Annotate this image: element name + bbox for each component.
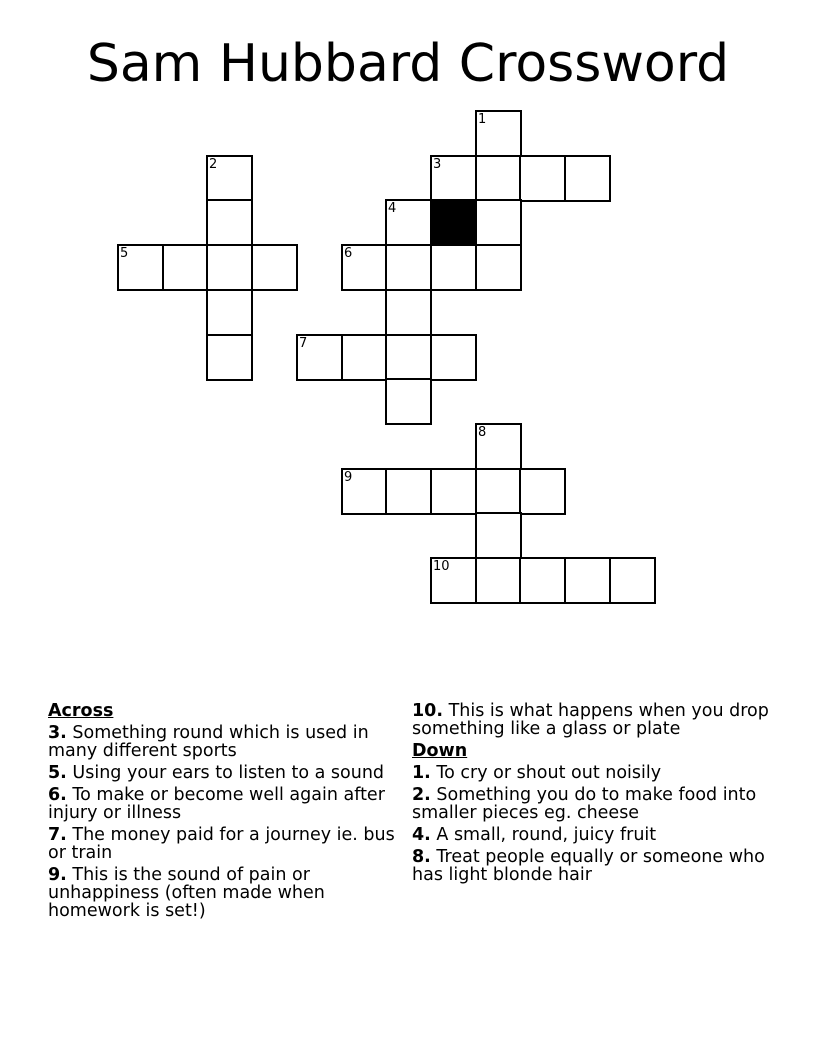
clue-number: 4.	[412, 825, 431, 845]
across-heading: Across	[48, 701, 114, 721]
grid-cell[interactable]	[519, 557, 566, 604]
clue-number-label: 4	[388, 201, 397, 216]
clue-number: 2.	[412, 785, 431, 805]
grid-cell[interactable]	[341, 334, 388, 381]
grid-cell[interactable]	[430, 244, 477, 291]
grid-cell[interactable]	[162, 244, 209, 291]
clue-text: A small, round, juicy fruit	[436, 825, 657, 845]
clue-number-label: 6	[344, 246, 353, 261]
clue-number: 5.	[48, 763, 67, 783]
down-clue-2	[412, 786, 772, 822]
grid-cell[interactable]	[519, 468, 566, 515]
across-clue-5	[48, 764, 398, 782]
clue-number-label: 1	[478, 112, 487, 127]
clue-text: To cry or shout out noisily	[436, 763, 662, 783]
grid-cell[interactable]	[251, 244, 298, 291]
grid-cell[interactable]	[385, 468, 432, 515]
grid-cell[interactable]	[475, 110, 522, 157]
across-clue-6	[48, 786, 398, 822]
grid-cell[interactable]	[564, 557, 611, 604]
grid-cell[interactable]	[206, 155, 253, 202]
grid-cell[interactable]	[385, 199, 432, 246]
grid-cell[interactable]	[385, 244, 432, 291]
grid-cell[interactable]	[430, 557, 477, 604]
clue-number-label: 10	[433, 559, 450, 574]
clue-number-label: 5	[120, 246, 129, 261]
grid-cell[interactable]	[206, 289, 253, 336]
grid-cell[interactable]	[430, 155, 477, 202]
grid-cell[interactable]	[385, 289, 432, 336]
grid-cell[interactable]	[564, 155, 611, 202]
grid-cell-black	[430, 199, 477, 246]
down-clue-8	[412, 848, 772, 884]
clue-number: 7.	[48, 825, 67, 845]
grid-cell[interactable]	[206, 199, 253, 246]
clue-number-label: 9	[344, 470, 353, 485]
grid-cell[interactable]	[341, 468, 388, 515]
clue-text: This is the sound of pain or unhappiness (often made when homework is set!)	[48, 865, 325, 921]
clue-number: 8.	[412, 847, 431, 867]
clue-number: 10.	[412, 701, 444, 721]
grid-cell[interactable]	[430, 468, 477, 515]
clues-left-column	[48, 702, 398, 924]
clues-right-column	[412, 702, 772, 888]
grid-cell[interactable]	[609, 557, 656, 604]
clue-number: 1.	[412, 763, 431, 783]
grid-cell[interactable]	[475, 423, 522, 470]
grid-cell[interactable]	[296, 334, 343, 381]
grid-cell[interactable]	[475, 468, 522, 515]
grid-cell[interactable]	[475, 155, 522, 202]
clue-number-label: 8	[478, 425, 487, 440]
clue-text: Something round which is used in many different sports	[48, 723, 369, 761]
grid-cell[interactable]	[475, 199, 522, 246]
clue-number: 9.	[48, 865, 67, 885]
clue-text: Treat people equally or someone who has light blonde hair	[412, 847, 765, 885]
clue-text: Something you do to make food into smaller pieces eg. cheese	[412, 785, 757, 823]
clue-number-label: 2	[209, 157, 218, 172]
grid-cell[interactable]	[206, 334, 253, 381]
clue-number-label: 3	[433, 157, 442, 172]
grid-cell[interactable]	[430, 334, 477, 381]
down-clue-1	[412, 764, 772, 782]
clue-text: To make or become well again after injury or illness	[48, 785, 385, 823]
clue-number: 3.	[48, 723, 67, 743]
grid-cell[interactable]	[385, 378, 432, 425]
across-clue-3	[48, 724, 398, 760]
grid-cell[interactable]	[341, 244, 388, 291]
grid-cell[interactable]	[117, 244, 164, 291]
clue-text: This is what happens when you drop something like a glass or plate	[412, 701, 769, 739]
clue-text: The money paid for a journey ie. bus or train	[48, 825, 395, 863]
clue-number: 6.	[48, 785, 67, 805]
down-heading: Down	[412, 741, 468, 761]
page-title: Sam Hubbard Crossword	[86, 34, 730, 94]
grid-cell[interactable]	[475, 244, 522, 291]
across-clue-9	[48, 866, 398, 920]
grid-cell[interactable]	[206, 244, 253, 291]
grid-cell[interactable]	[475, 557, 522, 604]
grid-cell[interactable]	[519, 155, 566, 202]
grid-cell[interactable]	[385, 334, 432, 381]
grid-cell[interactable]	[475, 512, 522, 559]
down-clue-4	[412, 826, 772, 844]
across-clue-7	[48, 826, 398, 862]
clue-number-label: 7	[299, 336, 308, 351]
across-clue-10	[412, 702, 772, 738]
clue-text: Using your ears to listen to a sound	[72, 763, 385, 783]
